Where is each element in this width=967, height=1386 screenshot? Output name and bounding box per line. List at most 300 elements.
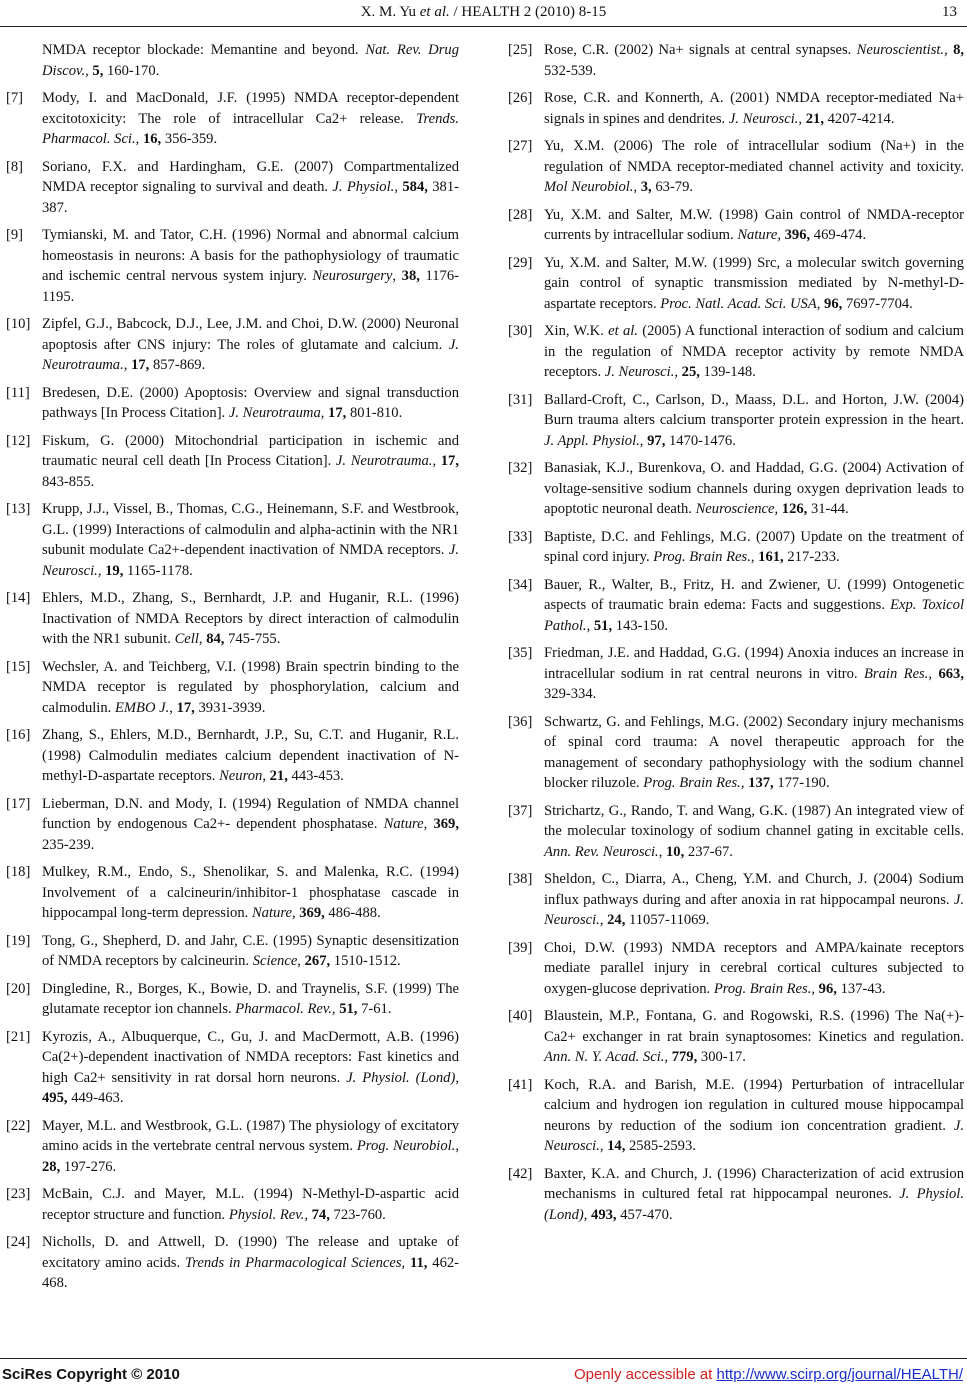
reference-pages: 177-190. xyxy=(773,775,830,791)
reference-authors-title: Ehlers, M.D., Zhang, S., Bernhardt, J.P. and Huganir, R.L. (1996) Inactivation of NMDA Receptors by direct interaction of calmodulin with the NR1 subunit. xyxy=(42,590,459,647)
reference-text xyxy=(544,643,964,705)
running-etal: et al. xyxy=(419,4,450,20)
reference-text xyxy=(544,40,964,81)
reference-separator: (2005) A functional interaction of sodium and calcium in the regulation of NMDA receptor activity by remote NMDA receptors. xyxy=(544,323,965,380)
reference-volume: 663, xyxy=(938,665,964,682)
reference-number: [28] xyxy=(508,206,533,223)
reference-journal: Nature xyxy=(737,227,778,243)
reference-text xyxy=(544,205,964,246)
reference-authors-title: Blaustein, M.P., Fontana, G. and Rogowski, R.S. (1996) The Na(+)-Ca2+ exchanger in rat brain synaptosomes: Kinetics and regulation. xyxy=(544,1008,964,1045)
reference-journal: Nature xyxy=(383,816,424,832)
reference-authors-title: Lieberman, D.N. and Mody, I. (1994) Regulation of NMDA channel function by endogenous Ca2+- dependent phosphatase. xyxy=(42,795,459,832)
reference-item xyxy=(6,725,459,787)
reference-item xyxy=(6,862,459,924)
reference-volume: 5, xyxy=(92,62,104,79)
running-rest: / HEALTH 2 (2010) 8-15 xyxy=(449,4,607,20)
reference-separator: , xyxy=(423,816,434,832)
reference-text xyxy=(42,383,459,424)
reference-pages: 143-150. xyxy=(612,617,669,634)
reference-text xyxy=(544,458,964,520)
reference-volume: 24, xyxy=(607,912,626,928)
reference-volume: 51, xyxy=(593,617,613,634)
reference-text xyxy=(42,979,459,1020)
reference-item xyxy=(508,712,964,794)
reference-text xyxy=(42,588,459,650)
reference-authors-title: Bauer, R., Walter, B., Fritz, H. and Zwiener, U. (1999) Ontogenetic aspects of traumatic brain edema: Facts and suggestions. xyxy=(544,576,964,613)
reference-separator: , xyxy=(944,42,954,58)
reference-text xyxy=(544,321,964,383)
reference-pages: 137-43. xyxy=(836,980,886,997)
reference-number: [8] xyxy=(6,158,24,175)
reference-text xyxy=(544,1075,964,1157)
reference-pages: 7-61. xyxy=(357,1001,392,1017)
reference-authors-title: Rose, C.R. and Konnerth, A. (2001) NMDA receptor-mediated Na+ signals in spines and dendrites. xyxy=(544,90,964,127)
reference-text xyxy=(544,575,964,637)
reference-volume: 17, xyxy=(131,357,150,373)
reference-volume: 25, xyxy=(681,364,700,380)
reference-pages: 801-810. xyxy=(346,405,403,421)
reference-journal: Trends in Pharmacological Sciences xyxy=(184,1254,402,1271)
copyright-notice: SciRes Copyright © 2010 xyxy=(2,1366,180,1383)
reference-volume: 17, xyxy=(440,453,459,469)
reference-item xyxy=(6,1027,459,1109)
reference-separator: , xyxy=(97,562,106,579)
reference-journal: Physiol. Rev. xyxy=(228,1206,305,1223)
reference-journal: Nature xyxy=(251,905,292,921)
reference-text xyxy=(42,1027,459,1109)
reference-pages: 4207-4214. xyxy=(823,110,895,127)
reference-number: [15] xyxy=(6,658,31,675)
reference-number: [30] xyxy=(508,323,533,339)
reference-item xyxy=(508,1164,964,1226)
reference-separator: , xyxy=(304,1206,312,1223)
reference-pages: 1176-1195. xyxy=(42,268,459,305)
page-footer xyxy=(0,1358,967,1386)
reference-journal: J. Neurosci. xyxy=(604,364,675,380)
reference-text xyxy=(544,869,964,931)
reference-item xyxy=(508,40,964,81)
reference-authors-title: Wechsler, A. and Teichberg, V.I. (1998) Brain spectrin binding to the NMDA receptor is regulated by phosphorylation, calcium and calmodulin. xyxy=(42,658,459,716)
reference-pages: 2585-2593. xyxy=(625,1138,696,1154)
reference-pages: 843-855. xyxy=(42,473,95,490)
reference-pages: 3931-3939. xyxy=(194,699,266,716)
reference-number: [29] xyxy=(508,254,533,271)
reference-item xyxy=(508,527,964,568)
reference-journal: Ann. N. Y. Acad. Sci. xyxy=(544,1049,665,1065)
reference-separator: , xyxy=(320,405,329,421)
reference-item xyxy=(6,1184,459,1225)
reference-number: [19] xyxy=(6,932,31,949)
reference-pages: 197-276. xyxy=(60,1158,117,1175)
reference-item xyxy=(6,383,459,424)
reference-item xyxy=(6,499,459,581)
reference-item xyxy=(508,938,964,1000)
reference-journal: et al. xyxy=(608,323,638,339)
reference-volume: 21, xyxy=(269,768,288,784)
reference-item xyxy=(508,136,964,198)
reference-authors-title: Friedman, J.E. and Haddad, G.G. (1994) Anoxia induces an increase in intracellular sodium in rat central neurons in vitro. xyxy=(544,645,964,682)
reference-text xyxy=(544,88,964,129)
reference-separator: , xyxy=(664,1049,672,1065)
reference-number: [23] xyxy=(6,1186,31,1202)
reference-volume: 16, xyxy=(142,131,162,147)
running-title xyxy=(0,4,967,21)
reference-text xyxy=(544,390,964,452)
reference-authors-title: Baptiste, D.C. and Fehlings, M.G. (2007) Update on the treatment of spinal cord injury. xyxy=(544,528,964,565)
reference-pages: 1510-1512. xyxy=(330,953,401,969)
reference-number: [35] xyxy=(508,645,533,661)
reference-volume: 19, xyxy=(105,562,124,579)
reference-authors-title: Ballard-Croft, C., Carlson, D., Maass, D.L. and Horton, J.W. (2004) Burn trauma alters calcium transporter protein expression in the heart. xyxy=(544,391,964,428)
reference-text xyxy=(42,1184,459,1225)
reference-text xyxy=(544,1006,964,1068)
reference-number: [9] xyxy=(6,227,24,243)
reference-text xyxy=(544,712,964,794)
reference-authors-title: Tong, G., Shepherd, D. and Jahr, C.E. (1995) Synaptic desensitization of NMDA receptors by calcineurin. xyxy=(42,932,459,969)
reference-separator: , xyxy=(777,227,785,243)
reference-item xyxy=(508,643,964,705)
reference-number: [13] xyxy=(6,501,31,517)
reference-pages: 329-334. xyxy=(544,686,597,702)
references-left-column xyxy=(6,40,459,1301)
reference-number: [36] xyxy=(508,713,533,730)
reference-volume: 38, xyxy=(401,268,420,284)
reference-pages: 449-463. xyxy=(67,1090,124,1106)
reference-text xyxy=(42,157,459,219)
reference-separator: , xyxy=(811,980,819,997)
reference-separator: , xyxy=(928,665,939,682)
reference-text xyxy=(42,1116,459,1178)
reference-journal: Trends. Pharmacol. Sci. xyxy=(42,110,459,147)
reference-item xyxy=(6,794,459,856)
reference-pages: 443-453. xyxy=(287,768,344,784)
reference-pages: 462-468. xyxy=(42,1254,460,1291)
reference-item xyxy=(6,1116,459,1178)
reference-volume: 21, xyxy=(805,110,824,127)
reference-authors-title: Sheldon, C., Diarra, A., Cheng, Y.M. and Church, J. (2004) Sodium influx pathways during and after anoxia in rat hippocampal neurons. xyxy=(544,871,964,908)
reference-authors-title: Xin, W.K. xyxy=(544,323,609,339)
reference-pages: 723-760. xyxy=(329,1206,386,1223)
reference-text xyxy=(42,40,459,81)
reference-volume: 369, xyxy=(299,905,325,921)
reference-text xyxy=(544,136,964,198)
page-number: 13 xyxy=(942,4,957,20)
reference-authors-title: Dingledine, R., Borges, K., Bowie, D. and Traynelis, S.F. (1999) The glutamate receptor ion channels. xyxy=(42,980,459,1017)
reference-volume: 14, xyxy=(607,1138,626,1154)
reference-item xyxy=(508,205,964,246)
reference-separator: , xyxy=(798,110,806,127)
reference-separator: , xyxy=(401,1254,411,1271)
reference-authors-title: Soriano, F.X. and Hardingham, G.E. (2007) Compartmentalized NMDA receptor signaling to survival and death. xyxy=(42,158,459,195)
reference-volume: 3, xyxy=(640,179,652,195)
reference-journal: Proc. Natl. Acad. Sci. USA xyxy=(660,295,817,312)
reference-authors-title: Yu, X.M. (2006) The role of intracellular sodium (Na+) in the regulation of NMDA receptor-mediated channel activity and toxicity. xyxy=(544,138,964,175)
reference-journal: Prog. Brain Res. xyxy=(713,980,812,997)
reference-pages: 160-170. xyxy=(103,62,160,79)
reference-number: [21] xyxy=(6,1028,31,1045)
reference-separator: , xyxy=(599,1138,608,1154)
reference-volume: 779, xyxy=(671,1049,698,1065)
reference-separator: , xyxy=(674,364,682,380)
reference-number: [38] xyxy=(508,871,533,887)
reference-authors-title: Krupp, J.J., Vissel, B., Thomas, C.G., Heinemann, S.F. and Westbrook, G.L. (1999) Interactions of calmodulin and alpha-actinin with the NR1 subunit modulate Ca2+-dependent inactivation of NMDA receptors. xyxy=(42,501,459,558)
reference-number: [24] xyxy=(6,1234,31,1250)
reference-volume: 161, xyxy=(758,549,784,565)
reference-authors-title: Mody, I. and MacDonald, J.F. (1995) NMDA receptor-dependent excitotoxicity: The role of intracellular Ca2+ release. xyxy=(42,90,459,127)
reference-authors-title: McBain, C.J. and Mayer, M.L. (1994) N-Methyl-D-aspartic acid receptor structure and function. xyxy=(42,1186,459,1223)
reference-volume: 17, xyxy=(176,699,195,716)
reference-journal: Nat. Rev. Drug Discov. xyxy=(42,42,459,79)
journal-link[interactable]: http://www.scirp.org/journal/HEALTH/ xyxy=(716,1366,963,1383)
reference-pages: 300-17. xyxy=(697,1049,746,1065)
reference-separator: , xyxy=(392,268,402,284)
reference-journal: Prog. Brain Res. xyxy=(653,549,751,565)
reference-separator: , xyxy=(750,549,759,565)
reference-authors-title: Nicholls, D. and Attwell, D. (1990) The release and uptake of excitatory amino acids. xyxy=(42,1234,459,1271)
reference-pages: 469-474. xyxy=(810,227,867,243)
reference-volume: 28, xyxy=(42,1158,61,1175)
reference-volume: 97, xyxy=(647,432,666,449)
reference-authors-title: Yu, X.M. and Salter, M.W. (1998) Gain control of NMDA-receptor currents by intracellular sodium. xyxy=(544,206,964,243)
reference-item xyxy=(6,588,459,650)
reference-item xyxy=(508,869,964,931)
reference-authors-title: Koch, R.A. and Barish, M.E. (1994) Perturbation of intracellular calcium and hydrogen ion regulation in cultured mouse hippocampal neurons by reduction of the sodium ion concentration gradient. xyxy=(544,1076,964,1134)
reference-volume: 396, xyxy=(784,227,811,243)
reference-separator: , xyxy=(331,1001,340,1017)
reference-journal: Brain Res. xyxy=(864,665,929,682)
reference-separator: , xyxy=(198,631,207,647)
reference-item xyxy=(508,390,964,452)
reference-journal: J. Neurotrauma xyxy=(228,405,321,421)
reference-text xyxy=(42,88,459,150)
reference-journal: J. Neurosci. xyxy=(544,891,964,928)
reference-item xyxy=(6,1232,459,1294)
reference-volume: 51, xyxy=(339,1001,358,1017)
reference-pages: 745-755. xyxy=(224,631,281,647)
reference-item xyxy=(6,931,459,972)
reference-authors-title: Choi, D.W. (1993) NMDA receptors and AMPA/kainate receptors mediate parallel injury in cerebral cortical cultures subjected to oxygen-glucose deprivation. xyxy=(544,939,964,997)
reference-number: [33] xyxy=(508,528,533,545)
reference-text xyxy=(42,225,459,307)
reference-authors-title: Zhang, S., Ehlers, M.D., Bernhardt, J.P., Su, C.T. and Huganir, R.L. (1998) Calmodulin mediates calcium dependent inactivation of N-methyl-D-aspartate receptors. xyxy=(42,727,459,784)
reference-separator: , xyxy=(262,768,270,784)
reference-separator: , xyxy=(455,1138,459,1154)
reference-journal: Exp. Toxicol Pathol. xyxy=(544,597,964,634)
reference-number: [42] xyxy=(508,1165,533,1182)
reference-pages: 139-148. xyxy=(699,364,756,380)
reference-number: [26] xyxy=(508,90,533,106)
reference-authors-title: Bredesen, D.E. (2000) Apoptosis: Overview and signal transduction pathways [In Process Citation]. xyxy=(42,384,459,421)
reference-text xyxy=(42,862,459,924)
reference-volume: 96, xyxy=(824,295,843,312)
reference-number: [12] xyxy=(6,432,31,449)
reference-journal: EMBO J. xyxy=(114,699,170,716)
reference-text xyxy=(42,725,459,787)
reference-journal: Pharmacol. Rev. xyxy=(235,1001,332,1017)
reference-authors-title: NMDA receptor blockade: Memantine and beyond. xyxy=(42,42,366,58)
reference-volume: 17, xyxy=(328,405,347,421)
reference-separator: , xyxy=(432,453,441,469)
open-access-notice xyxy=(574,1366,963,1383)
reference-pages: 235-239. xyxy=(42,836,95,853)
reference-volume: 495, xyxy=(42,1090,68,1106)
reference-authors-title: Mulkey, R.M., Endo, S., Shenolikar, S. and Malenka, R.C. (1994) Involvement of a calcineurin/inhibitor-1 phosphatase cascade in hippocampal long-term depression. xyxy=(42,864,459,921)
reference-journal: J. Physiol. (Lond) xyxy=(346,1069,456,1086)
reference-journal: Neuroscience, xyxy=(695,501,779,517)
reference-separator: , xyxy=(633,179,641,195)
reference-number: [25] xyxy=(508,42,533,58)
reference-volume: 584, xyxy=(402,179,428,195)
reference-authors-title: Tymianski, M. and Tator, C.H. (1996) Normal and abnormal calcium homeostasis in neurons: A basis for the pathophysiology of traumatic and ischemic central nervous system injury. xyxy=(42,227,459,284)
reference-text xyxy=(544,938,964,1000)
reference-pages: 486-488. xyxy=(324,905,381,921)
reference-text xyxy=(42,314,459,376)
reference-journal: J. Neurotrauma. xyxy=(335,453,433,469)
reference-separator: , xyxy=(583,1206,592,1223)
reference-separator: , xyxy=(455,1069,459,1086)
reference-journal: J. Physiol. xyxy=(332,179,395,195)
reference-item xyxy=(6,314,459,376)
reference-authors-title: Mayer, M.L. and Westbrook, G.L. (1987) The physiology of excitatory amino acids in the vertebrate central nervous system. xyxy=(42,1117,459,1154)
reference-volume: 11, xyxy=(410,1254,428,1271)
reference-authors-title: Fiskum, G. (2000) Mitochondrial participation in ischemic and traumatic neural cell death [In Process Citation]. xyxy=(42,432,459,469)
reference-authors-title: Rose, C.R. (2002) Na+ signals at central synapses. xyxy=(544,42,857,58)
reference-volume: 369, xyxy=(433,816,459,832)
reference-authors-title: Strichartz, G., Rando, T. and Wang, G.K. (1987) An integrated view of the molecular toxinology of sodium channel gating in excitable cells. xyxy=(544,802,964,839)
reference-journal: Prog. Brain Res. xyxy=(643,775,741,791)
reference-pages: 31-44. xyxy=(807,501,849,517)
reference-authors-title: Yu, X.M. and Salter, M.W. (1999) Src, a molecular switch governing gain control of synaptic transmission mediated by N-methyl-D-aspartate receptors. xyxy=(544,254,964,312)
reference-text xyxy=(42,1232,459,1294)
running-author: X. M. Yu xyxy=(360,4,420,20)
reference-number: [18] xyxy=(6,864,31,880)
reference-journal: J. Appl. Physiol. xyxy=(544,432,640,449)
reference-pages: 356-359. xyxy=(161,131,218,147)
reference-item xyxy=(508,88,964,129)
reference-separator: , xyxy=(599,912,608,928)
reference-number: [32] xyxy=(508,460,533,476)
reference-volume: 96, xyxy=(818,980,837,997)
reference-journal: J. Physiol. (Lond) xyxy=(544,1186,964,1223)
reference-pages: 1165-1178. xyxy=(123,562,193,579)
reference-number: [17] xyxy=(6,795,31,812)
reference-pages: 857-869. xyxy=(149,357,206,373)
reference-volume: 137, xyxy=(748,775,774,791)
reference-text xyxy=(544,1164,964,1226)
reference-number: [11] xyxy=(6,384,30,401)
reference-authors-title: Kyrozis, A., Albuquerque, C., Gu, J. and MacDermott, A.B. (1996) Ca(2+)-dependent inactivation of NMDA receptors: Fast kinetics and high Ca2+ sensitivity in rat dorsal horn neurons. xyxy=(42,1028,459,1086)
reference-item xyxy=(6,40,459,81)
reference-text xyxy=(42,794,459,856)
reference-separator: , xyxy=(123,357,132,373)
reference-journal: Science xyxy=(252,953,298,969)
reference-separator: , xyxy=(586,617,594,634)
reference-separator: , xyxy=(658,843,666,860)
page-header xyxy=(0,0,967,28)
header-rule xyxy=(0,26,967,27)
reference-volume: 493, xyxy=(591,1206,617,1223)
reference-separator: , xyxy=(394,179,403,195)
reference-text xyxy=(544,801,964,863)
reference-volume: 8, xyxy=(953,42,965,58)
reference-authors-title: Zipfel, G.J., Babcock, D.J., Lee, J.M. and Choi, D.W. (2000) Neuronal apoptosis after CNS injury: The roles of glutamate and calcium. xyxy=(42,316,459,353)
reference-volume: 126, xyxy=(781,501,808,517)
reference-number: [39] xyxy=(508,939,533,956)
reference-journal: Cell xyxy=(174,631,199,647)
reference-journal: J. Neurosci. xyxy=(42,542,459,579)
reference-number: [14] xyxy=(6,590,31,606)
reference-number: [37] xyxy=(508,802,533,819)
reference-separator: , xyxy=(816,295,825,312)
reference-item xyxy=(508,1006,964,1068)
reference-separator: , xyxy=(639,432,648,449)
reference-number: [22] xyxy=(6,1117,31,1134)
reference-number: [40] xyxy=(508,1008,533,1024)
reference-journal: Neurosurgery xyxy=(312,268,393,284)
reference-text xyxy=(42,657,459,719)
reference-separator: , xyxy=(291,905,300,921)
reference-item xyxy=(508,801,964,863)
reference-pages: 7697-7704. xyxy=(842,295,913,312)
reference-journal: J. Neurosci. xyxy=(544,1117,964,1154)
open-access-text: Openly accessible at xyxy=(573,1366,717,1383)
references-right-column xyxy=(508,40,964,1232)
reference-journal: J. Neurosci. xyxy=(728,110,799,127)
reference-item xyxy=(508,253,964,315)
reference-number: [20] xyxy=(6,980,31,997)
reference-separator: , xyxy=(169,699,177,716)
reference-authors-title: Banasiak, K.J., Burenkova, O. and Haddad, G.G. (2004) Activation of voltage-sensitive sodium channels during oxygen deprivation leads to apoptotic neuronal death. xyxy=(544,460,964,517)
reference-item xyxy=(508,321,964,383)
reference-pages: 237-67. xyxy=(684,843,733,860)
reference-text xyxy=(544,253,964,315)
reference-number: [27] xyxy=(508,138,533,154)
reference-pages: 11057-11069. xyxy=(625,912,710,928)
reference-number: [10] xyxy=(6,316,31,332)
reference-item xyxy=(6,225,459,307)
reference-journal: J. Neurotrauma. xyxy=(42,336,459,373)
reference-journal: Prog. Neurobiol. xyxy=(356,1138,456,1154)
reference-volume: 267, xyxy=(304,953,331,969)
reference-text xyxy=(42,931,459,972)
reference-number: [34] xyxy=(508,576,533,593)
reference-journal: Mol Neurobiol. xyxy=(544,179,634,195)
reference-authors-title: Baxter, K.A. and Church, J. (1996) Characterization of acid extrusion mechanisms in cultured fetal rat hippocampal neurones. xyxy=(544,1165,964,1202)
reference-item xyxy=(6,431,459,493)
reference-pages: 1470-1476. xyxy=(665,432,736,449)
reference-separator: , xyxy=(135,131,143,147)
reference-number: [31] xyxy=(508,391,533,408)
reference-text xyxy=(544,527,964,568)
reference-separator: , xyxy=(297,953,305,969)
reference-separator: , xyxy=(740,775,749,791)
reference-text xyxy=(42,431,459,493)
reference-item xyxy=(508,1075,964,1157)
reference-item xyxy=(508,575,964,637)
reference-volume: 10, xyxy=(666,843,685,860)
reference-text xyxy=(42,499,459,581)
reference-item xyxy=(6,657,459,719)
reference-volume: 74, xyxy=(311,1206,330,1223)
reference-separator: , xyxy=(85,62,93,79)
reference-pages: 63-79. xyxy=(651,179,694,195)
reference-pages: 532-539. xyxy=(544,62,597,79)
reference-pages: 381-387. xyxy=(42,179,460,216)
reference-item xyxy=(508,458,964,520)
reference-item xyxy=(6,157,459,219)
reference-number: [41] xyxy=(508,1076,533,1093)
reference-journal: Neuron xyxy=(219,768,263,784)
